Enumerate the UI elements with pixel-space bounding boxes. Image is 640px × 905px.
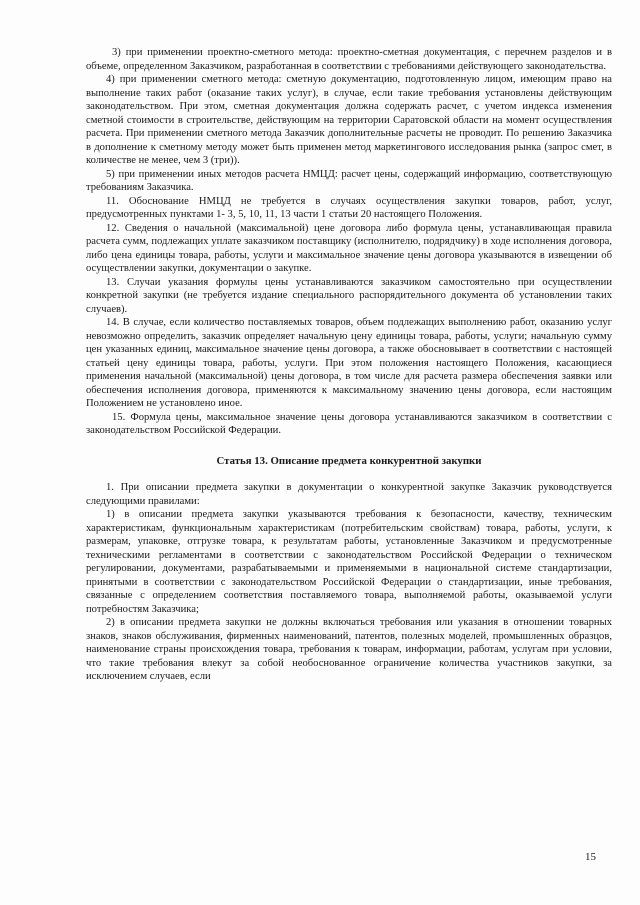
article-13-paragraph-1: 1. При описании предмета закупки в документации о конкурентной закупке Заказчик руководствуется следующими правилами: [86,482,612,507]
document-body [86,46,612,684]
paragraph-3-project-estimate: 3) при применении проектно-сметного метода: проектно-сметная документация, с перечнем разделов и в объеме, определенном Заказчиком, разработанная в соответствии с требованиями действующего законодательства. [86,47,612,72]
paragraph-14: 14. В случае, если количество поставляемых товаров, объем подлежащих выполнению работ, оказанию услуг невозможно определить, заказчик определяет начальную цену единицы товара, работы, услуги; начальную сумму цен указанных единиц, максимальное значение цены договора, а также обосновывает в соответствии с настоящей статьей цену единицы товара, работы, услуги. При этом положения настоящего Положения, касающиеся применения начальной (максимальной) цены договора, в том числе для расчета размера обеспечения заявки или обеспечения исполнения договора, применяются к максимальному значению цены договора, если настоящим Положением не установлено иное. [86,317,612,409]
page-number: 15 [585,851,596,863]
paragraph-11: 11. Обоснование НМЦД не требуется в случаях осуществления закупки товаров, работ, услуг, предусмотренных пунктами 1- 3, 5, 10, 11, 13 части 1 статьи 20 настоящего Положения. [86,195,612,220]
paragraph-5-other-methods: 5) при применении иных методов расчета НМЦД: расчет цены, содержащий информацию, соответствующую требованиям Заказчика. [86,168,612,193]
paragraph-4-estimate-method: 4) при применении сметного метода: сметную документацию, подготовленную лицом, имеющим право на выполнение таких работ (оказание таких услуг), в случае, если такие требования установлены действующим законодательством. При этом, сметная документация должна содержать расчет, с учетом индекса изменения сметной стоимости в строительстве, действующим на территории Саратовской области на момент осуществления расчета. При применении сметного метода Заказчик дополнительные расчеты не проводит. По решению Заказчика в дополнение к сметному методу может быть применен метод маркетингового исследования рынка (запрос смет, в количестве не менее, чем 3 (три)). [86,74,612,166]
paragraph-12: 12. Сведения о начальной (максимальной) цене договора либо формула цены, устанавливающая правила расчета сумм, подлежащих уплате заказчиком поставщику (исполнителю, подрядчику) в ходе исполнения договора, либо цена единицы товара, работы, услуги и максимальное значение цены договора указываются в извещении об осуществлении закупки, документации о закупке. [86,222,612,274]
article-13-item-2: 2) в описании предмета закупки не должны включаться требования или указания в отношении товарных знаков, знаков обслуживания, фирменных наименований, патентов, полезных моделей, промышленных образцов, наименование страны происхождения товара, требования к товарам, информации, работам, услугам при условии, что такие требования влекут за собой необоснованное ограничение количества участников закупки, за исключением случаев, если [86,617,612,682]
article-13-item-1: 1) в описании предмета закупки указываются требования к безопасности, качеству, техническим характеристикам, функциональным характеристикам (потребительским свойствам) товара, работы, услуги, к размерам, упаковке, отгрузке товара, к результатам работы, установленные Заказчиком и предусмотренные техническими регламентами в соответствии с законодательством Российской Федерации о техническом регулировании, документами, разрабатываемыми и применяемыми в национальной системе стандартизации, принятыми в соответствии с законодательством Российской Федерации о стандартизации, иные требования, связанные с определением соответствия поставляемого товара, выполняемой работы, оказываемой услуги потребностям Заказчика; [86,509,612,615]
paragraph-15: 15. Формула цены, максимальное значение цены договора устанавливаются заказчиком в соответствии с законодательством Российской Федерации. [86,411,612,436]
article-13-heading: Статья 13. Описание предмета конкурентной закупки [216,454,482,467]
paragraph-13: 13. Случаи указания формулы цены устанавливаются заказчиком самостоятельно при осуществлении конкретной закупки (не требуется издание специального распорядительного документа об установлении таких случаев). [86,276,612,315]
